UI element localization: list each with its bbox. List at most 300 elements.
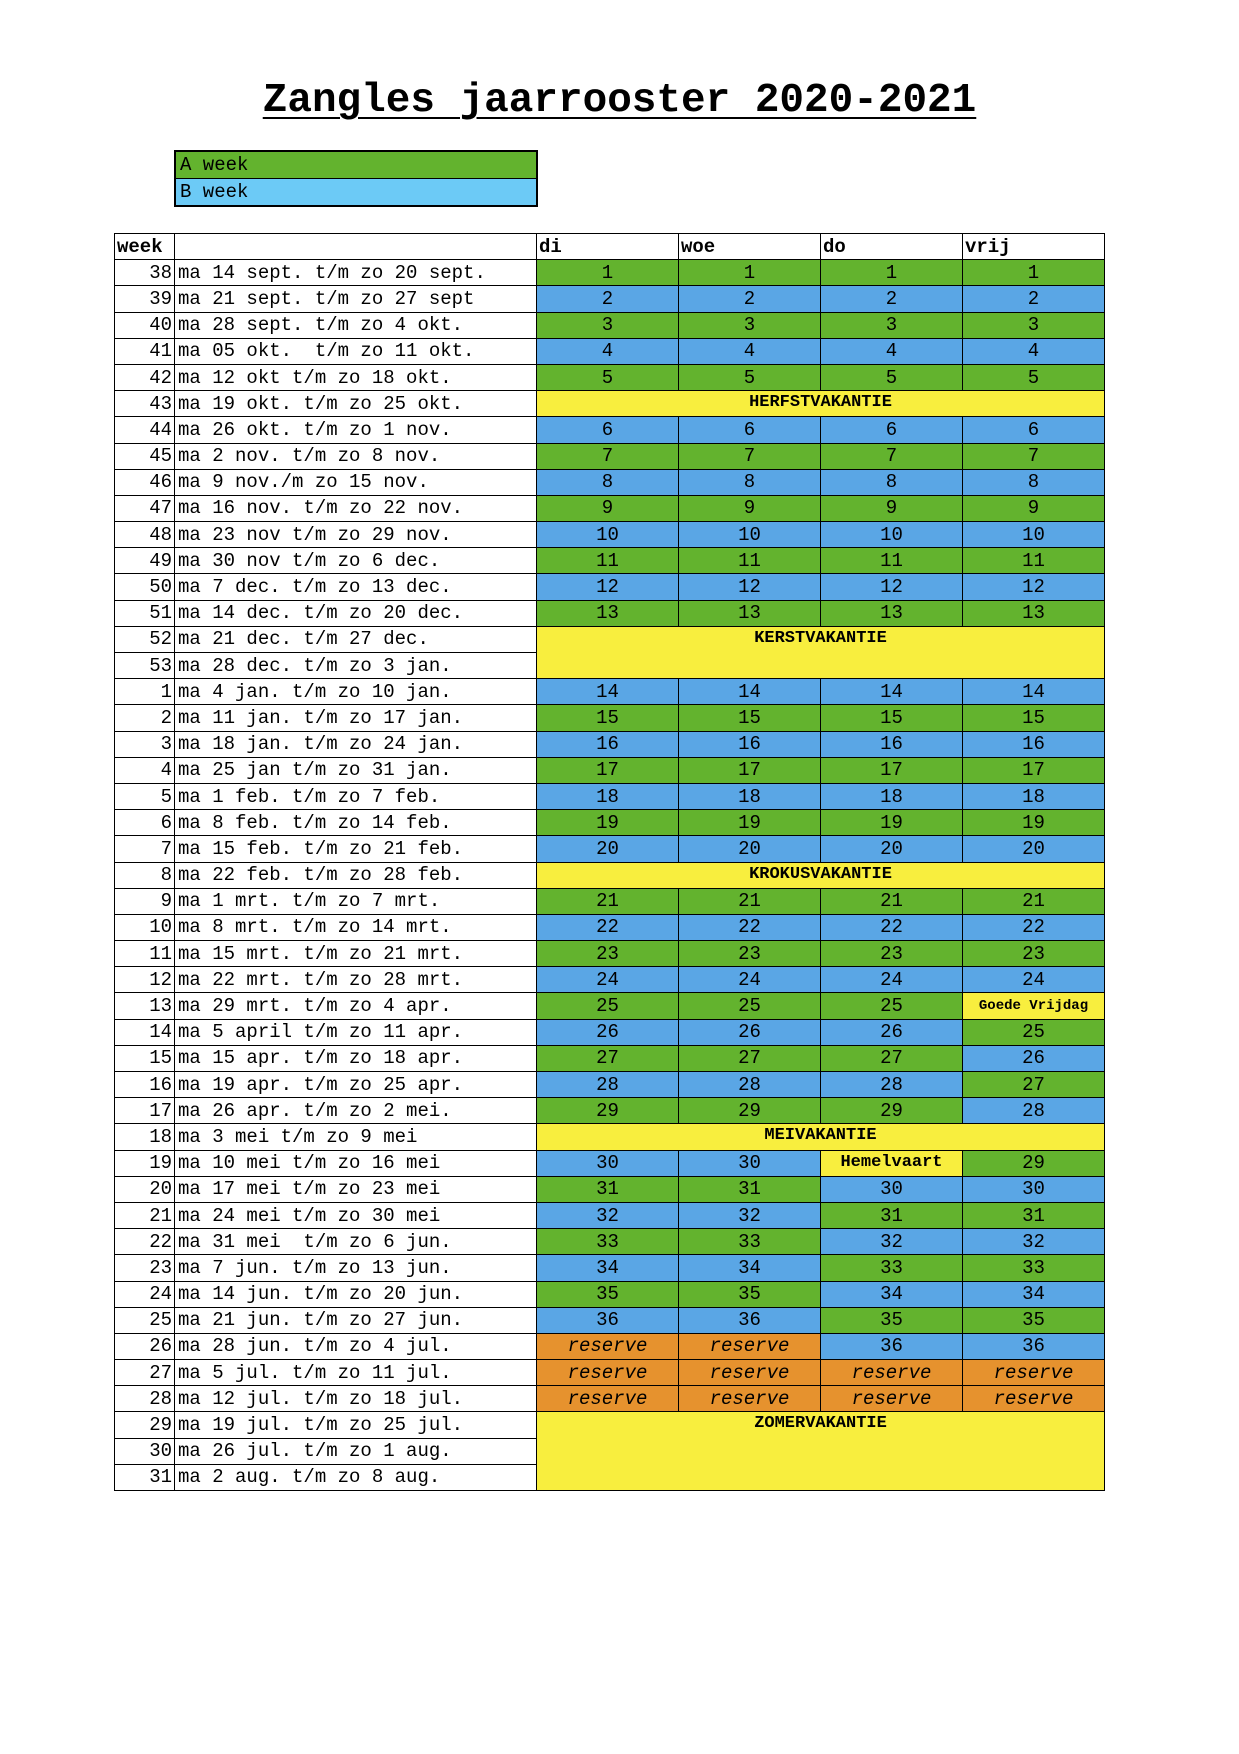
table-row — [115, 1124, 1105, 1150]
table-row — [115, 338, 1105, 364]
lesson-cell-woe: 32 — [679, 1202, 821, 1228]
lesson-cell-vrij: 5 — [963, 364, 1105, 390]
week-header: week — [115, 234, 175, 260]
lesson-cell-vrij: 27 — [963, 1072, 1105, 1098]
lesson-cell-woe: 29 — [679, 1098, 821, 1124]
lesson-cell-do: reserve — [821, 1360, 963, 1386]
lesson-cell-woe: 18 — [679, 783, 821, 809]
lesson-cell-di: 6 — [537, 417, 679, 443]
lesson-cell-woe: 26 — [679, 1019, 821, 1045]
week-dates: ma 18 jan. t/m zo 24 jan. — [175, 731, 537, 757]
lesson-cell-vrij: 29 — [963, 1150, 1105, 1176]
week-dates: ma 8 mrt. t/m zo 14 mrt. — [175, 914, 537, 940]
lesson-cell-vrij: 14 — [963, 679, 1105, 705]
table-row — [115, 941, 1105, 967]
week-number: 19 — [115, 1150, 175, 1176]
week-dates: ma 22 mrt. t/m zo 28 mrt. — [175, 967, 537, 993]
lesson-cell-do: 34 — [821, 1281, 963, 1307]
lesson-cell-woe: reserve — [679, 1360, 821, 1386]
table-row — [115, 522, 1105, 548]
lesson-cell-di: 21 — [537, 888, 679, 914]
lesson-cell-di: 23 — [537, 941, 679, 967]
lesson-cell-vrij: 23 — [963, 941, 1105, 967]
lesson-cell-do: 30 — [821, 1176, 963, 1202]
week-number: 43 — [115, 391, 175, 417]
lesson-cell-vrij: 22 — [963, 914, 1105, 940]
lesson-cell-woe: 31 — [679, 1176, 821, 1202]
week-number: 25 — [115, 1307, 175, 1333]
lesson-cell-woe: 17 — [679, 757, 821, 783]
lesson-cell-di: 11 — [537, 548, 679, 574]
lesson-cell-vrij: reserve — [963, 1360, 1105, 1386]
table-row — [115, 600, 1105, 626]
week-dates: ma 22 feb. t/m zo 28 feb. — [175, 862, 537, 888]
week-number: 46 — [115, 469, 175, 495]
lesson-cell-woe: 23 — [679, 941, 821, 967]
week-dates: ma 9 nov./m zo 15 nov. — [175, 469, 537, 495]
week-number: 10 — [115, 914, 175, 940]
lesson-cell-di: 36 — [537, 1307, 679, 1333]
lesson-cell-vrij: 7 — [963, 443, 1105, 469]
lesson-cell-do: 19 — [821, 810, 963, 836]
table-row — [115, 1150, 1105, 1176]
lesson-cell-di: 22 — [537, 914, 679, 940]
lesson-cell-woe: 15 — [679, 705, 821, 731]
table-row — [115, 1412, 1105, 1438]
table-row — [115, 417, 1105, 443]
lesson-cell-do: 9 — [821, 495, 963, 521]
lesson-cell-vrij: 6 — [963, 417, 1105, 443]
week-dates: ma 12 jul. t/m zo 18 jul. — [175, 1386, 537, 1412]
lesson-cell-vrij: 25 — [963, 1019, 1105, 1045]
week-dates: ma 31 mei t/m zo 6 jun. — [175, 1229, 537, 1255]
table-row — [115, 783, 1105, 809]
lesson-cell-woe: 19 — [679, 810, 821, 836]
lesson-cell-woe: 36 — [679, 1307, 821, 1333]
dates-header — [175, 234, 537, 260]
lesson-cell-vrij: 21 — [963, 888, 1105, 914]
lesson-cell-di: 14 — [537, 679, 679, 705]
lesson-cell-di: 24 — [537, 967, 679, 993]
week-dates: ma 28 jun. t/m zo 4 jul. — [175, 1333, 537, 1359]
week-number: 20 — [115, 1176, 175, 1202]
lesson-cell-vrij: 26 — [963, 1045, 1105, 1071]
lesson-cell-do: 12 — [821, 574, 963, 600]
week-dates: ma 26 apr. t/m zo 2 mei. — [175, 1098, 537, 1124]
lesson-cell-di: reserve — [537, 1333, 679, 1359]
lesson-cell-vrij: 19 — [963, 810, 1105, 836]
week-number: 13 — [115, 993, 175, 1019]
lesson-cell-do: 17 — [821, 757, 963, 783]
lesson-cell-di: 8 — [537, 469, 679, 495]
lesson-cell-di: 32 — [537, 1202, 679, 1228]
table-row — [115, 1386, 1105, 1412]
lesson-cell-do: 28 — [821, 1072, 963, 1098]
week-number: 9 — [115, 888, 175, 914]
week-number: 27 — [115, 1360, 175, 1386]
table-row — [115, 967, 1105, 993]
table-row — [115, 1019, 1105, 1045]
table-row — [115, 260, 1105, 286]
lesson-cell-di: 17 — [537, 757, 679, 783]
lesson-cell-do: 26 — [821, 1019, 963, 1045]
week-number: 14 — [115, 1019, 175, 1045]
lesson-cell-do: 8 — [821, 469, 963, 495]
table-row — [115, 914, 1105, 940]
lesson-cell-woe: 11 — [679, 548, 821, 574]
week-number: 38 — [115, 260, 175, 286]
lesson-cell-woe: 35 — [679, 1281, 821, 1307]
lesson-cell-di: 2 — [537, 286, 679, 312]
lesson-cell-vrij: 35 — [963, 1307, 1105, 1333]
table-row — [115, 679, 1105, 705]
lesson-cell-do: 10 — [821, 522, 963, 548]
lesson-cell-do: 18 — [821, 783, 963, 809]
week-dates: ma 10 mei t/m zo 16 mei — [175, 1150, 537, 1176]
lesson-cell-woe: reserve — [679, 1386, 821, 1412]
lesson-cell-di: 1 — [537, 260, 679, 286]
lesson-cell-do: 4 — [821, 338, 963, 364]
lesson-cell-vrij: 28 — [963, 1098, 1105, 1124]
holiday-block: KERSTVAKANTIE — [537, 626, 1105, 678]
lesson-cell-di: reserve — [537, 1386, 679, 1412]
table-row — [115, 705, 1105, 731]
day-header-vrij: vrij — [963, 234, 1105, 260]
week-number: 12 — [115, 967, 175, 993]
week-number: 26 — [115, 1333, 175, 1359]
week-dates: ma 2 aug. t/m zo 8 aug. — [175, 1464, 537, 1490]
week-number: 18 — [115, 1124, 175, 1150]
header-row — [115, 234, 1105, 260]
legend-b-week: B week — [176, 179, 536, 206]
holiday-block: ZOMERVAKANTIE — [537, 1412, 1105, 1491]
week-number: 2 — [115, 705, 175, 731]
week-dates: ma 28 dec. t/m zo 3 jan. — [175, 653, 537, 679]
lesson-cell-woe: 14 — [679, 679, 821, 705]
table-row — [115, 626, 1105, 652]
lesson-cell-do: 27 — [821, 1045, 963, 1071]
week-dates: ma 14 dec. t/m zo 20 dec. — [175, 600, 537, 626]
week-number: 47 — [115, 495, 175, 521]
lesson-cell-do: 32 — [821, 1229, 963, 1255]
table-row — [115, 862, 1105, 888]
lesson-cell-do: 29 — [821, 1098, 963, 1124]
lesson-cell-di: 28 — [537, 1072, 679, 1098]
legend — [174, 150, 538, 207]
week-number: 30 — [115, 1438, 175, 1464]
week-dates: ma 17 mei t/m zo 23 mei — [175, 1176, 537, 1202]
lesson-cell-vrij: 13 — [963, 600, 1105, 626]
week-dates: ma 11 jan. t/m zo 17 jan. — [175, 705, 537, 731]
week-dates: ma 14 jun. t/m zo 20 jun. — [175, 1281, 537, 1307]
week-number: 5 — [115, 783, 175, 809]
lesson-cell-di: 19 — [537, 810, 679, 836]
week-dates: ma 29 mrt. t/m zo 4 apr. — [175, 993, 537, 1019]
week-dates: ma 12 okt t/m zo 18 okt. — [175, 364, 537, 390]
week-dates: ma 14 sept. t/m zo 20 sept. — [175, 260, 537, 286]
table-row — [115, 1045, 1105, 1071]
lesson-cell-vrij: 30 — [963, 1176, 1105, 1202]
week-dates: ma 05 okt. t/m zo 11 okt. — [175, 338, 537, 364]
week-number: 40 — [115, 312, 175, 338]
lesson-cell-di: 3 — [537, 312, 679, 338]
table-row — [115, 364, 1105, 390]
lesson-cell-vrij: 8 — [963, 469, 1105, 495]
lesson-cell-vrij: 18 — [963, 783, 1105, 809]
lesson-cell-di: 30 — [537, 1150, 679, 1176]
lesson-cell-woe: 8 — [679, 469, 821, 495]
lesson-cell-woe: 2 — [679, 286, 821, 312]
week-number: 22 — [115, 1229, 175, 1255]
week-number: 42 — [115, 364, 175, 390]
week-dates: ma 30 nov t/m zo 6 dec. — [175, 548, 537, 574]
holiday-block: MEIVAKANTIE — [537, 1124, 1105, 1150]
lesson-cell-do: 7 — [821, 443, 963, 469]
lesson-cell-woe: 7 — [679, 443, 821, 469]
week-number: 17 — [115, 1098, 175, 1124]
lesson-cell-woe: 4 — [679, 338, 821, 364]
lesson-cell-di: 20 — [537, 836, 679, 862]
week-dates: ma 1 feb. t/m zo 7 feb. — [175, 783, 537, 809]
table-row — [115, 1255, 1105, 1281]
lesson-cell-vrij: Goede Vrijdag — [963, 993, 1105, 1019]
lesson-cell-vrij: 12 — [963, 574, 1105, 600]
table-row — [115, 574, 1105, 600]
lesson-cell-vrij: 24 — [963, 967, 1105, 993]
week-number: 28 — [115, 1386, 175, 1412]
week-dates: ma 19 okt. t/m zo 25 okt. — [175, 391, 537, 417]
lesson-cell-vrij: 33 — [963, 1255, 1105, 1281]
week-dates: ma 24 mei t/m zo 30 mei — [175, 1202, 537, 1228]
lesson-cell-di: 29 — [537, 1098, 679, 1124]
week-dates: ma 25 jan t/m zo 31 jan. — [175, 757, 537, 783]
lesson-cell-woe: 25 — [679, 993, 821, 1019]
lesson-cell-di: 34 — [537, 1255, 679, 1281]
lesson-cell-do: 11 — [821, 548, 963, 574]
lesson-cell-di: 15 — [537, 705, 679, 731]
lesson-cell-vrij: 17 — [963, 757, 1105, 783]
lesson-cell-woe: 24 — [679, 967, 821, 993]
lesson-cell-do: reserve — [821, 1386, 963, 1412]
lesson-cell-di: 13 — [537, 600, 679, 626]
table-row — [115, 1176, 1105, 1202]
lesson-cell-di: 16 — [537, 731, 679, 757]
week-dates: ma 3 mei t/m zo 9 mei — [175, 1124, 537, 1150]
table-row — [115, 391, 1105, 417]
lesson-cell-do: 16 — [821, 731, 963, 757]
week-number: 50 — [115, 574, 175, 600]
week-number: 15 — [115, 1045, 175, 1071]
week-dates: ma 23 nov t/m zo 29 nov. — [175, 522, 537, 548]
lesson-cell-vrij: 16 — [963, 731, 1105, 757]
lesson-cell-do: 15 — [821, 705, 963, 731]
table-row — [115, 1360, 1105, 1386]
week-dates: ma 5 april t/m zo 11 apr. — [175, 1019, 537, 1045]
lesson-cell-vrij: 11 — [963, 548, 1105, 574]
week-dates: ma 1 mrt. t/m zo 7 mrt. — [175, 888, 537, 914]
lesson-cell-vrij: 4 — [963, 338, 1105, 364]
table-row — [115, 836, 1105, 862]
lesson-cell-do: 2 — [821, 286, 963, 312]
lesson-cell-do: Hemelvaart — [821, 1150, 963, 1176]
lesson-cell-vrij: 2 — [963, 286, 1105, 312]
holiday-block: HERFSTVAKANTIE — [537, 391, 1105, 417]
lesson-cell-woe: 22 — [679, 914, 821, 940]
week-number: 51 — [115, 600, 175, 626]
week-dates: ma 19 apr. t/m zo 25 apr. — [175, 1072, 537, 1098]
table-row — [115, 810, 1105, 836]
week-number: 23 — [115, 1255, 175, 1281]
table-row — [115, 1229, 1105, 1255]
lesson-cell-do: 6 — [821, 417, 963, 443]
lesson-cell-di: 7 — [537, 443, 679, 469]
table-row — [115, 548, 1105, 574]
week-dates: ma 8 feb. t/m zo 14 feb. — [175, 810, 537, 836]
lesson-cell-di: 10 — [537, 522, 679, 548]
week-dates: ma 7 jun. t/m zo 13 jun. — [175, 1255, 537, 1281]
lesson-cell-do: 5 — [821, 364, 963, 390]
week-dates: ma 2 nov. t/m zo 8 nov. — [175, 443, 537, 469]
week-number: 52 — [115, 626, 175, 652]
lesson-cell-woe: 13 — [679, 600, 821, 626]
lesson-cell-woe: 9 — [679, 495, 821, 521]
table-row — [115, 1202, 1105, 1228]
week-dates: ma 15 mrt. t/m zo 21 mrt. — [175, 941, 537, 967]
week-number: 29 — [115, 1412, 175, 1438]
lesson-cell-woe: reserve — [679, 1333, 821, 1359]
week-dates: ma 15 apr. t/m zo 18 apr. — [175, 1045, 537, 1071]
table-row — [115, 1307, 1105, 1333]
lesson-cell-vrij: 20 — [963, 836, 1105, 862]
table-row — [115, 757, 1105, 783]
lesson-cell-di: 18 — [537, 783, 679, 809]
week-number: 48 — [115, 522, 175, 548]
week-number: 21 — [115, 1202, 175, 1228]
schedule-table — [114, 233, 1105, 1491]
lesson-cell-di: 31 — [537, 1176, 679, 1202]
lesson-cell-di: 33 — [537, 1229, 679, 1255]
lesson-cell-woe: 20 — [679, 836, 821, 862]
table-row — [115, 1098, 1105, 1124]
table-row — [115, 1281, 1105, 1307]
lesson-cell-woe: 6 — [679, 417, 821, 443]
lesson-cell-do: 33 — [821, 1255, 963, 1281]
table-row — [115, 286, 1105, 312]
week-number: 6 — [115, 810, 175, 836]
lesson-cell-vrij: 36 — [963, 1333, 1105, 1359]
lesson-cell-vrij: 31 — [963, 1202, 1105, 1228]
week-number: 4 — [115, 757, 175, 783]
lesson-cell-do: 14 — [821, 679, 963, 705]
lesson-cell-do: 31 — [821, 1202, 963, 1228]
week-number: 3 — [115, 731, 175, 757]
table-row — [115, 312, 1105, 338]
table-row — [115, 993, 1105, 1019]
week-number: 41 — [115, 338, 175, 364]
week-number: 11 — [115, 941, 175, 967]
lesson-cell-do: 22 — [821, 914, 963, 940]
week-number: 1 — [115, 679, 175, 705]
week-number: 24 — [115, 1281, 175, 1307]
week-number: 16 — [115, 1072, 175, 1098]
lesson-cell-di: 4 — [537, 338, 679, 364]
week-dates: ma 19 jul. t/m zo 25 jul. — [175, 1412, 537, 1438]
week-dates: ma 28 sept. t/m zo 4 okt. — [175, 312, 537, 338]
lesson-cell-do: 13 — [821, 600, 963, 626]
lesson-cell-do: 23 — [821, 941, 963, 967]
legend-a-week: A week — [176, 152, 536, 179]
lesson-cell-woe: 1 — [679, 260, 821, 286]
lesson-cell-woe: 3 — [679, 312, 821, 338]
week-dates: ma 4 jan. t/m zo 10 jan. — [175, 679, 537, 705]
day-header-di: di — [537, 234, 679, 260]
lesson-cell-di: 25 — [537, 993, 679, 1019]
table-row — [115, 1072, 1105, 1098]
lesson-cell-woe: 27 — [679, 1045, 821, 1071]
lesson-cell-woe: 28 — [679, 1072, 821, 1098]
lesson-cell-di: 35 — [537, 1281, 679, 1307]
table-row — [115, 469, 1105, 495]
lesson-cell-di: 12 — [537, 574, 679, 600]
week-dates: ma 26 okt. t/m zo 1 nov. — [175, 417, 537, 443]
week-number: 44 — [115, 417, 175, 443]
week-dates: ma 21 dec. t/m 27 dec. — [175, 626, 537, 652]
lesson-cell-di: reserve — [537, 1360, 679, 1386]
lesson-cell-woe: 5 — [679, 364, 821, 390]
week-number: 7 — [115, 836, 175, 862]
lesson-cell-vrij: reserve — [963, 1386, 1105, 1412]
week-number: 49 — [115, 548, 175, 574]
table-row — [115, 443, 1105, 469]
lesson-cell-vrij: 9 — [963, 495, 1105, 521]
lesson-cell-woe: 10 — [679, 522, 821, 548]
lesson-cell-woe: 34 — [679, 1255, 821, 1281]
lesson-cell-woe: 30 — [679, 1150, 821, 1176]
lesson-cell-di: 26 — [537, 1019, 679, 1045]
week-dates: ma 7 dec. t/m zo 13 dec. — [175, 574, 537, 600]
day-header-woe: woe — [679, 234, 821, 260]
week-number: 8 — [115, 862, 175, 888]
lesson-cell-woe: 21 — [679, 888, 821, 914]
lesson-cell-vrij: 1 — [963, 260, 1105, 286]
week-number: 39 — [115, 286, 175, 312]
lesson-cell-do: 35 — [821, 1307, 963, 1333]
lesson-cell-do: 21 — [821, 888, 963, 914]
lesson-cell-vrij: 32 — [963, 1229, 1105, 1255]
table-row — [115, 888, 1105, 914]
lesson-cell-do: 1 — [821, 260, 963, 286]
lesson-cell-vrij: 34 — [963, 1281, 1105, 1307]
lesson-cell-do: 36 — [821, 1333, 963, 1359]
lesson-cell-vrij: 3 — [963, 312, 1105, 338]
title-text: Zangles jaarrooster 2020-2021 — [262, 78, 977, 124]
table-row — [115, 495, 1105, 521]
day-header-do: do — [821, 234, 963, 260]
lesson-cell-vrij: 15 — [963, 705, 1105, 731]
page-title — [0, 76, 1239, 126]
lesson-cell-do: 3 — [821, 312, 963, 338]
table-row — [115, 731, 1105, 757]
lesson-cell-woe: 12 — [679, 574, 821, 600]
lesson-cell-do: 25 — [821, 993, 963, 1019]
lesson-cell-do: 24 — [821, 967, 963, 993]
week-dates: ma 21 jun. t/m zo 27 jun. — [175, 1307, 537, 1333]
week-number: 45 — [115, 443, 175, 469]
week-dates: ma 15 feb. t/m zo 21 feb. — [175, 836, 537, 862]
holiday-block: KROKUSVAKANTIE — [537, 862, 1105, 888]
week-number: 53 — [115, 653, 175, 679]
week-dates: ma 21 sept. t/m zo 27 sept — [175, 286, 537, 312]
